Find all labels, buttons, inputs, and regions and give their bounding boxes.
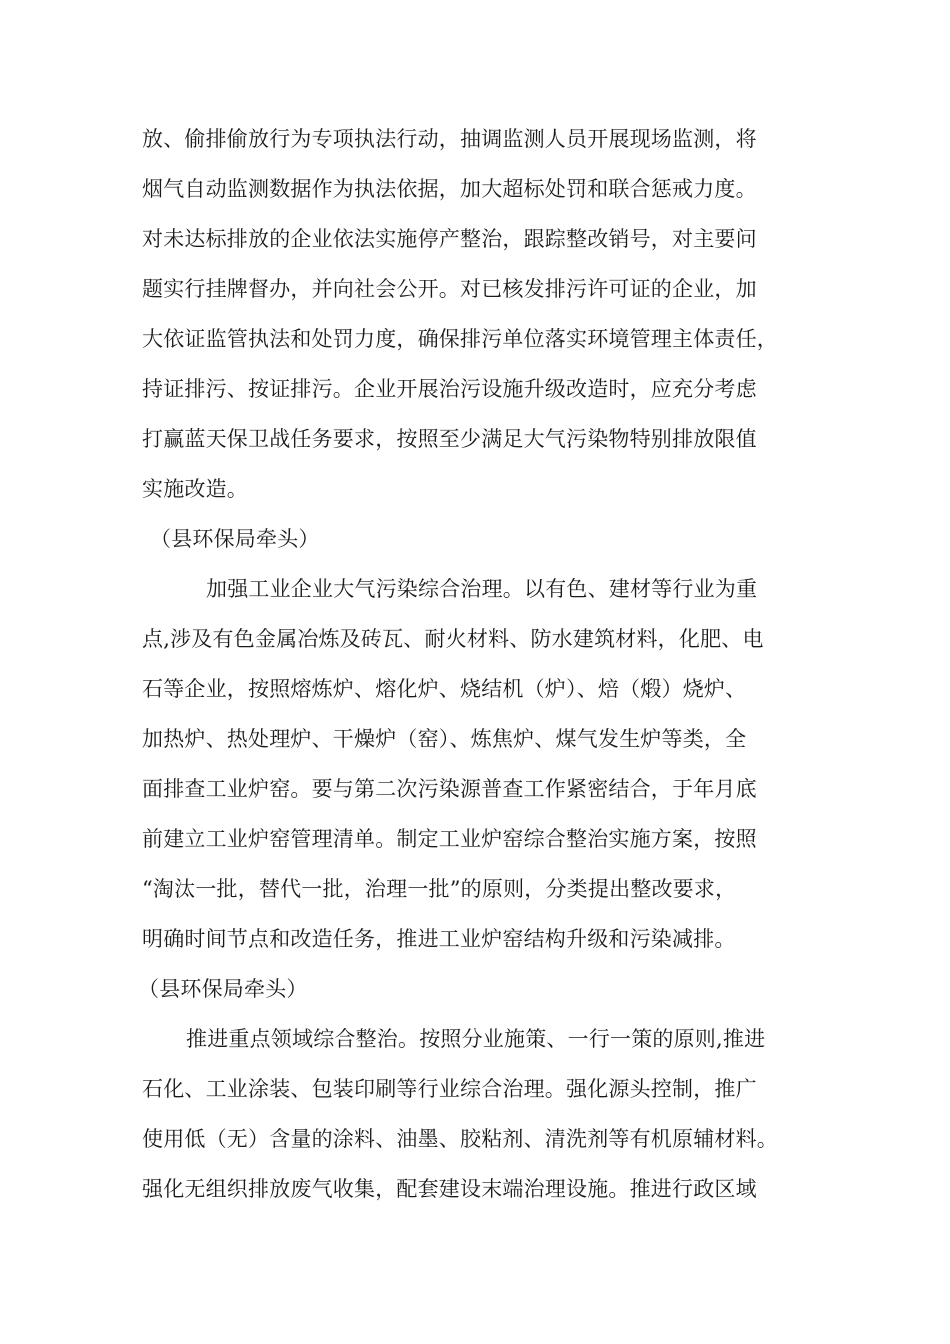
- lead-agency-note: （县环保局牵头）: [150, 527, 320, 551]
- text-line: 使用低（无）含量的涂料、油墨、胶粘剂、清洗剂等有机原辅材料。: [142, 1127, 778, 1151]
- text-line: 打赢蓝天保卫战任务要求，按照至少满足大气污染物特别排放限值: [142, 427, 757, 451]
- text-line: “淘汰一批，替代一批，治理一批”的原则，分类提出整改要求，: [142, 877, 737, 901]
- text-line: 实施改造。: [142, 477, 248, 501]
- lead-agency-note: （县环保局牵头）: [138, 977, 308, 1001]
- text-line: 题实行挂牌督办，并向社会公开。对已核发排污许可证的企业，加: [142, 277, 757, 301]
- text-line: 前建立工业炉窑管理清单。制定工业炉窑综合整治实施方案，按照: [142, 827, 757, 851]
- text-line: 持证排污、按证排污。企业开展治污设施升级改造时，应充分考虑: [142, 377, 757, 401]
- text-line: 大依证监管执法和处罚力度，确保排污单位落实环境管理主体责任，: [142, 327, 778, 351]
- text-line: 点,涉及有色金属冶炼及砖瓦、耐火材料、防水建筑材料，化肥、电: [142, 627, 764, 651]
- text-line: 对未达标排放的企业依法实施停产整治，跟踪整改销号，对主要问: [142, 227, 757, 251]
- text-line: 烟气自动监测数据作为执法依据，加大超标处罚和联合惩戒力度。: [142, 177, 757, 201]
- text-line: 加热炉、热处理炉、干燥炉（窑）、炼焦炉、煤气发生炉等类，全: [142, 727, 747, 751]
- text-line: 石化、工业涂装、包装印刷等行业综合治理。强化源头控制，推广: [142, 1077, 757, 1101]
- text-line: 面排查工业炉窑。要与第二次污染源普查工作紧密结合，于年月底: [142, 777, 757, 801]
- text-line: 明确时间节点和改造任务，推进工业炉窑结构升级和污染减排。: [142, 927, 736, 951]
- text-line: 强化无组织排放废气收集，配套建设末端治理设施。推进行政区域: [142, 1177, 757, 1201]
- paragraph-start: 加强工业企业大气污染综合治理。以有色、建材等行业为重: [206, 577, 758, 601]
- text-line: 石等企业，按照熔炼炉、熔化炉、烧结机（炉）、焙（煅）烧炉、: [142, 677, 747, 701]
- text-line: 放、偷排偷放行为专项执法行动，抽调监测人员开展现场监测，将: [142, 127, 757, 151]
- paragraph-start: 推进重点领域综合整治。按照分业施策、一行一策的原则,推进: [186, 1027, 766, 1051]
